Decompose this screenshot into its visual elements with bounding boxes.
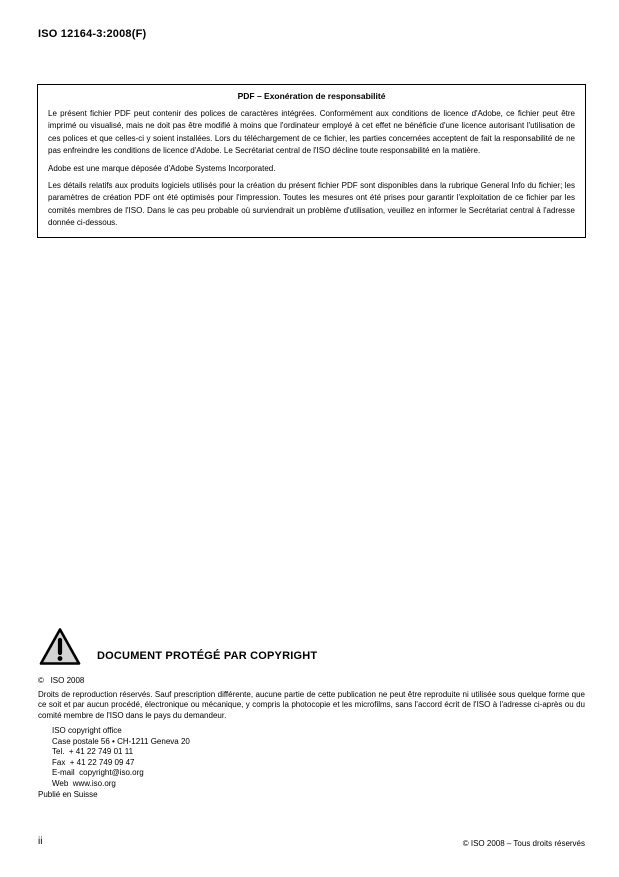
published-in-line: Publié en Suisse	[38, 790, 98, 799]
address-line-postal: Case postale 56 • CH-1211 Geneva 20	[52, 736, 190, 746]
disclaimer-box-title: PDF – Exonération de responsabilité	[237, 91, 386, 101]
disclaimer-paragraph: Les détails relatifs aux produits logiciels utilisés pour la création du présent fichier PDF sont disponibles dans la rubrique General Info du fichier; les paramètres de création PDF ont été optimisés pour l'impression. Toutes les mesures ont été prises pour garantir l'exploitation de ce fichier par les comités membres de l'ISO. Dans le cas peu probable où surviendrait un problème d'utilisation, veuillez en informer le Secrétariat central à l'adresse donnée ci-dessous.	[48, 181, 575, 228]
page-number: ii	[38, 836, 43, 847]
warning-triangle-icon	[38, 626, 82, 667]
footer-copyright: © ISO 2008 – Tous droits réservés	[462, 839, 585, 848]
iso-address-block	[52, 726, 190, 789]
disclaimer-paragraph: Adobe est une marque déposée d'Adobe Systems Incorporated.	[48, 163, 276, 173]
iso-copyright-year: © ISO 2008	[38, 676, 85, 685]
address-line-fax: Fax + 41 22 749 09 47	[52, 757, 135, 767]
address-line-web: Web www.iso.org	[52, 778, 116, 788]
copyright-notice-paragraph: Droits de reproduction réservés. Sauf prescription différente, aucune partie de cette publication ne peut être reproduite ni utilisée sous quelque forme que ce soit et par aucun procédé, électronique ou mécanique, y compris la photocopie et les microfilms, sans l'accord écrit de l'ISO à l'adresse ci-après ou du comité membre de l'ISO dans le pays du demandeur.	[38, 690, 585, 720]
pdf-disclaimer-box	[37, 84, 586, 238]
address-line-tel: Tel. + 41 22 749 01 11	[52, 747, 134, 756]
document-reference-header: ISO 12164-3:2008(F)	[38, 28, 147, 40]
address-line-office: ISO copyright office	[52, 726, 122, 735]
address-line-email: E-mail copyright@iso.org	[52, 768, 144, 777]
copyright-protected-heading: DOCUMENT PROTÉGÉ PAR COPYRIGHT	[97, 650, 318, 662]
disclaimer-paragraph: Le présent fichier PDF peut contenir des polices de caractères intégrées. Conformément aux conditions de licence d'Adobe, ce fichier peut être imprimé ou visualisé, mais ne doit pas être modifié à moins que l'ordinateur employé à cet effet ne bénéficie d'une licence autorisant l'utilisation de ces polices et que celles-ci y soient installées. Lors du téléchargement de ce fichier, les parties concernées acceptent de fait la responsabilité de ne pas enfreindre les conditions de licence d'Adobe. Le Secrétariat central de l'ISO décline toute responsabilité en la matière.	[48, 109, 575, 156]
